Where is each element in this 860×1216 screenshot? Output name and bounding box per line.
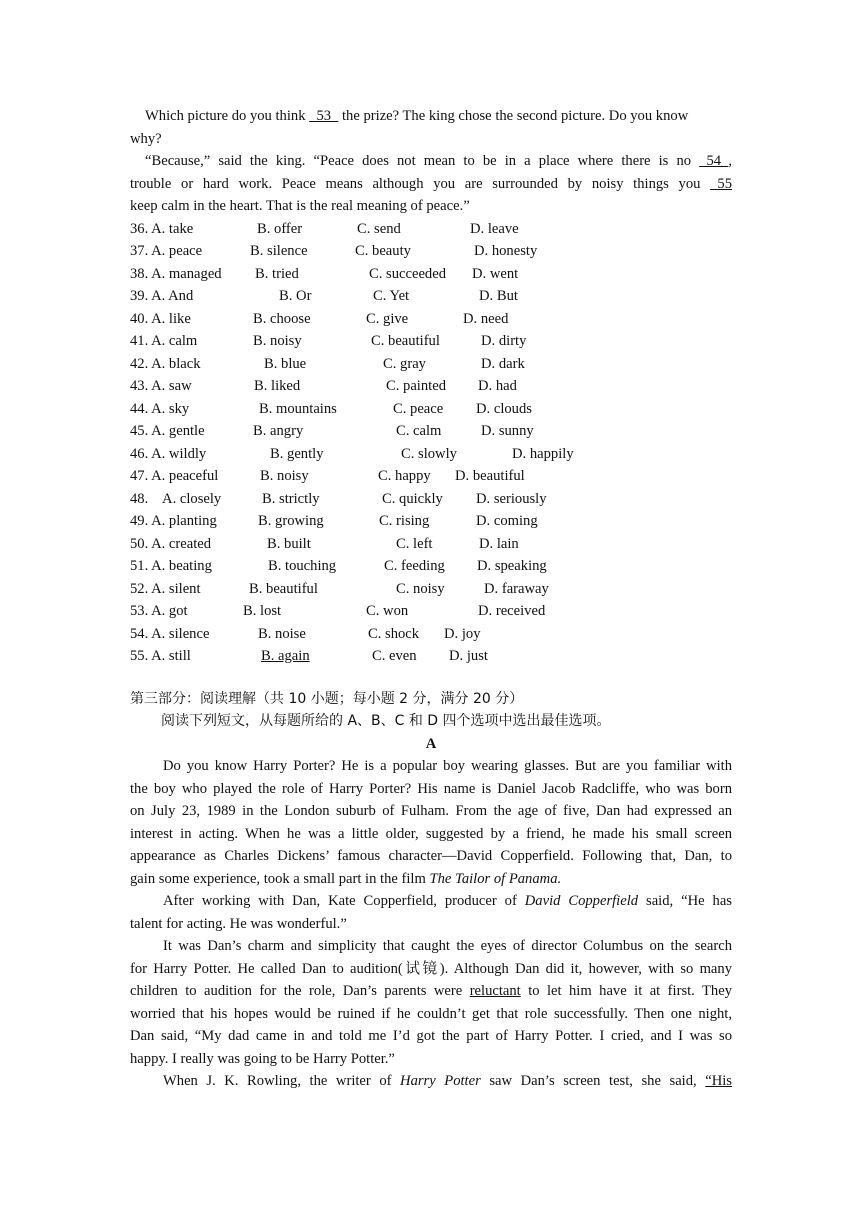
question-row: [130, 623, 732, 646]
passage-line: Do you know Harry Porter? He is a popular boy wearing glasses. But are you familiar with: [163, 758, 732, 774]
option-c: C. shock: [368, 625, 420, 642]
passage-line: children to audition for the role, Dan’s parents were reluctant to let him have it at first. They: [130, 983, 732, 999]
option-a: 40. A. like: [130, 310, 191, 327]
passage-line: on July 23, 1989 in the London suburb of Fulham. From the age of five, Dan had expressed an: [130, 803, 732, 819]
option-c: C. rising: [379, 513, 430, 529]
passage-line: happy. I really was going to be Harry Potter.”: [130, 1050, 395, 1067]
question-row: [130, 375, 732, 398]
passage-line: appearance as Charles Dickens’ famous character—David Copperfield. Following that, Dan, to: [130, 848, 732, 864]
option-c: C. noisy: [396, 580, 445, 597]
option-a: 51. A. beating: [130, 558, 212, 574]
question-row: [130, 330, 732, 353]
passage-line: why?: [130, 130, 162, 147]
option-d: D. But: [479, 288, 518, 304]
passage-line: Dan said, “My dad came in and told me I’d got the part of Harry Potter. I cried, and I was so: [130, 1028, 732, 1044]
book-title: David Copperfield: [524, 893, 639, 909]
passage-line: the boy who played the role of Harry Porter? His name is Daniel Jacob Radcliffe, who was born: [130, 780, 732, 797]
question-row: [130, 645, 732, 668]
option-a: 42. A. black: [130, 355, 201, 372]
option-a: 46. A. wildly: [130, 445, 207, 462]
question-row: [130, 600, 732, 623]
option-a: 54. A. silence: [130, 625, 210, 642]
option-c: C. gray: [383, 355, 426, 372]
option-c: C. peace: [393, 400, 444, 417]
question-row: [130, 353, 732, 376]
book-title: Harry Potter: [400, 1073, 481, 1089]
option-d: D. speaking: [477, 558, 547, 574]
question-row: [130, 398, 732, 421]
question-row: [130, 285, 732, 308]
question-row: [130, 533, 732, 556]
options-list: [130, 218, 732, 668]
option-d: D. just: [449, 648, 488, 664]
blank-55: 55: [710, 175, 732, 192]
option-c: C. succeeded: [369, 265, 446, 282]
passage-line: Which picture do you think 53 the prize? The king chose the second picture. Do you know: [130, 105, 732, 128]
option-a: 49. A. planting: [130, 513, 217, 529]
option-a: 43. A. saw: [130, 378, 192, 394]
option-c: C. painted: [386, 378, 446, 394]
question-row: [130, 443, 732, 466]
question-row: [130, 218, 732, 241]
passage-line: worried that his hopes would be ruined if he couldn’t get that role successfully. Then one night,: [130, 1005, 732, 1022]
option-a: 38. A. managed: [130, 265, 222, 282]
section-heading: 第三部分：阅读理解（共 10 小题；每小题 2 分，满分 20 分）: [130, 690, 524, 707]
passage-line: It was Dan’s charm and simplicity that caught the eyes of director Columbus on the search: [163, 938, 732, 954]
passage-label: A: [425, 735, 437, 752]
option-a: 45. A. gentle: [130, 423, 205, 439]
passage-line: trouble or hard work. Peace means although you are surrounded by noisy things you 55: [130, 173, 732, 196]
option-a: 53. A. got: [130, 603, 188, 619]
question-row: [130, 578, 732, 601]
question-row: [130, 510, 732, 533]
option-d: D. received: [478, 603, 546, 619]
blank-54: 54: [699, 153, 729, 169]
option-d: D. coming: [476, 513, 538, 529]
option-c: C. feeding: [384, 558, 445, 574]
option-a: 44. A. sky: [130, 400, 190, 417]
question-row: [130, 420, 732, 443]
option-c: C. left: [396, 535, 433, 552]
passage-line: keep calm in the heart. That is the real meaning of peace.”: [130, 198, 470, 214]
passage-line: When J. K. Rowling, the writer of Harry Potter saw Dan’s screen test, she said, “His: [163, 1073, 732, 1089]
passage-line: talent for acting. He was wonderful.”: [130, 915, 347, 932]
option-a: 37. A. peace: [130, 243, 203, 259]
passage-line: for Harry Potter. He called Dan to audition(试镜). Although Dan did it, however, with so many: [130, 960, 732, 977]
option-d: D. faraway: [484, 580, 549, 597]
option-b: B. blue: [264, 355, 307, 372]
passage-line: “Because,” said the king. “Peace does not mean to be in a place where there is no 54 ,: [130, 150, 732, 173]
option-d: D. need: [463, 310, 509, 327]
option-b: B. noisy: [260, 468, 309, 484]
option-b: B. gently: [270, 445, 324, 462]
option-a: 41. A. calm: [130, 333, 198, 349]
section-instruction: 阅读下列短文，从每题所给的 A、B、C 和 D 四个选项中选出最佳选项。: [161, 713, 611, 729]
option-b: B. built: [267, 535, 311, 552]
option-d: D. clouds: [476, 400, 532, 417]
option-b: B. angry: [253, 423, 304, 439]
option-d: D. joy: [444, 625, 481, 642]
option-b: B. choose: [253, 310, 311, 327]
option-d: D. lain: [479, 535, 519, 552]
option-c: C. send: [357, 220, 401, 237]
option-a: 36. A. take: [130, 220, 194, 237]
option-d: D. sunny: [481, 423, 534, 439]
option-d: D. went: [472, 265, 519, 282]
option-b: B. touching: [268, 558, 337, 574]
option-b: B. Or: [279, 288, 312, 304]
option-b: B. mountains: [259, 400, 337, 417]
question-row: [130, 263, 732, 286]
option-c: C. happy: [378, 468, 431, 484]
option-d: D. leave: [470, 220, 519, 237]
film-title: The Tailor of Panama.: [429, 870, 562, 887]
option-d: D. happily: [512, 445, 574, 462]
option-c: C. won: [366, 603, 409, 619]
option-d: D. had: [478, 378, 517, 394]
option-c: C. beautiful: [371, 333, 440, 349]
option-a: 55. A. still: [130, 648, 191, 664]
question-row: [130, 555, 732, 578]
question-row: [130, 240, 732, 263]
exam-page: [130, 105, 732, 1093]
option-b: B. silence: [250, 243, 308, 259]
option-b: B. tried: [255, 265, 299, 282]
option-c: C. Yet: [373, 288, 410, 304]
option-c: C. even: [372, 648, 417, 664]
option-d: D. beautiful: [455, 468, 525, 484]
option-b: B. lost: [243, 603, 282, 619]
option-c: C. slowly: [401, 445, 457, 462]
option-c: C. beauty: [355, 243, 411, 259]
option-a: 50. A. created: [130, 535, 212, 552]
option-c: C. give: [366, 310, 409, 327]
option-b: B. growing: [258, 513, 324, 529]
question-row: [130, 465, 732, 488]
option-b: B. liked: [254, 378, 301, 394]
option-c: C. quickly: [382, 490, 443, 507]
option-c: C. calm: [396, 423, 442, 439]
option-b: B. again: [261, 648, 310, 664]
option-a: 39. A. And: [130, 288, 194, 304]
question-row: [130, 308, 732, 331]
option-a: 47. A. peaceful: [130, 468, 219, 484]
passage-line: gain some experience, took a small part in the film The Tailor of Panama.: [130, 870, 562, 887]
option-d: D. seriously: [476, 490, 547, 507]
option-b: B. noisy: [253, 333, 302, 349]
passage-line: interest in acting. When he was a little older, suggested by a friend, he made his small screen: [130, 825, 732, 842]
option-b: B. noise: [258, 625, 306, 642]
option-b: B. strictly: [262, 490, 320, 507]
question-row: [130, 488, 732, 511]
blank-53: 53: [309, 108, 339, 124]
passage-line: After working with Dan, Kate Copperfield, producer of David Copperfield said, “He has: [163, 893, 732, 909]
underlined-word: reluctant: [469, 983, 521, 999]
option-b: B. beautiful: [249, 580, 318, 597]
option-a: 48. A. closely: [130, 490, 222, 507]
option-d: D. dark: [481, 355, 525, 372]
option-a: 52. A. silent: [130, 580, 201, 597]
option-d: D. honesty: [474, 243, 538, 259]
option-d: D. dirty: [481, 333, 527, 349]
option-b: B. offer: [257, 220, 303, 237]
underlined-quote: “His: [705, 1073, 732, 1089]
